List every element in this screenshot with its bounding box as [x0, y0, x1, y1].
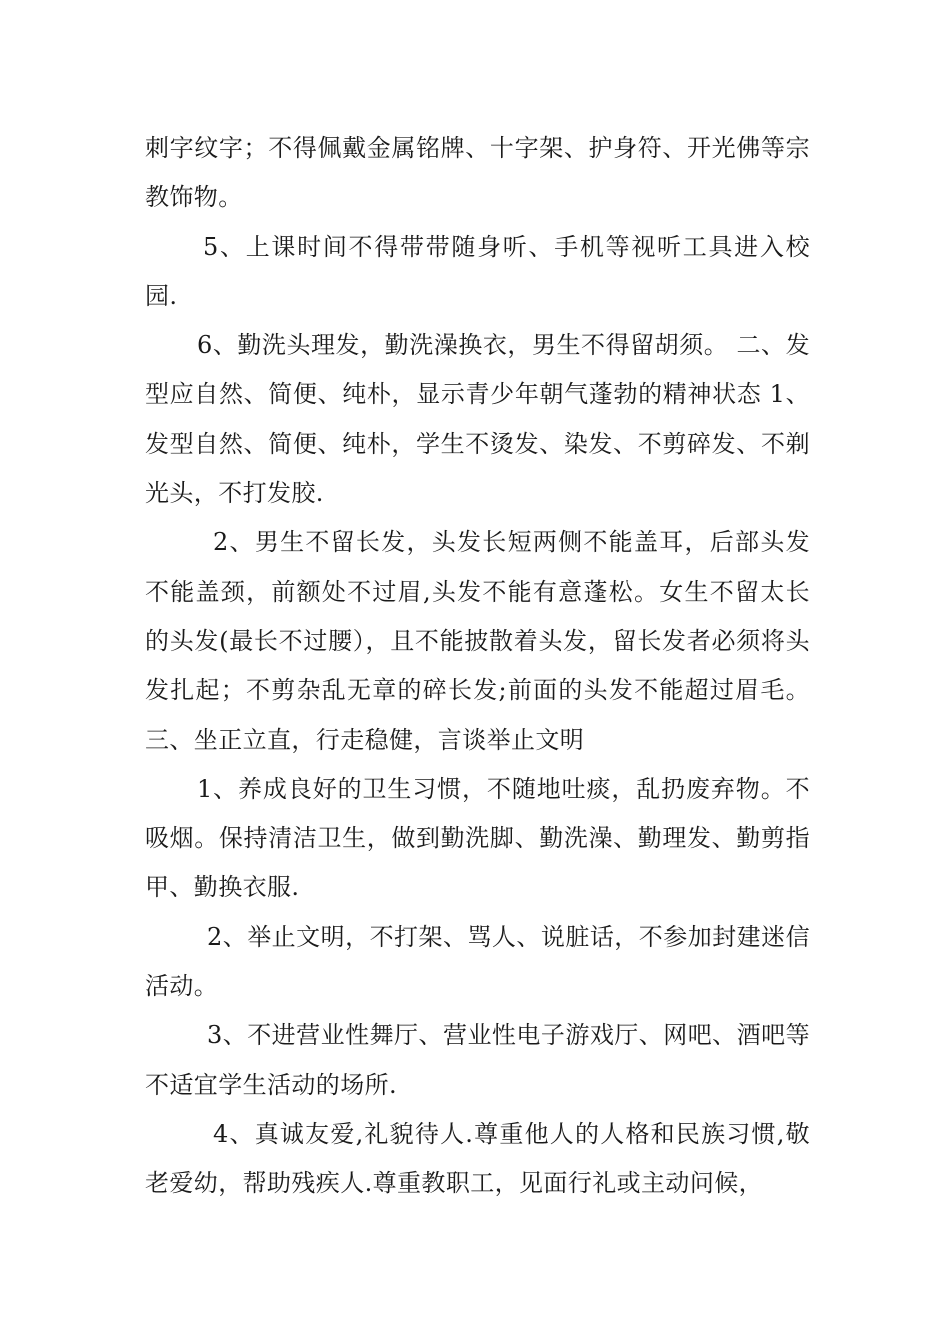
paragraph-hygiene-habits: 1、养成良好的卫生习惯，不随地吐痰，乱扔废弃物。不吸烟。保持清洁卫生，做到勤洗脚、勤洗澡、勤理发、勤剪指甲、勤换衣服.	[145, 774, 810, 902]
paragraph-rule-5-devices: 5、上课时间不得带带随身听、手机等视听工具进入校园.	[145, 232, 810, 310]
paragraph-respect-others: 4、真诚友爱,礼貌待人.尊重他人的人格和民族习惯,敬老爱幼，帮助残疾人.尊重教职工，见面行礼或主动问候，	[145, 1119, 810, 1198]
paragraph-religious-items: 刺字纹字；不得佩戴金属铭牌、十字架、护身符、开光佛等宗教饰物。	[145, 134, 810, 212]
paragraph-hair-length-rules: 2、男生不留长发，头发长短两侧不能盖耳，后部头发不能盖颈，前额处不过眉,头发不能有意蓬松。女生不留太长的头发(最长不过腰），且不能披散着头发，留长发者必须将头发扎起；不剪杂乱无章的碎长发;前面的头发不能超过眉毛。 三、坐正立直，行走稳健，言谈举止文明	[145, 528, 810, 754]
paragraph-civil-behavior: 2、举止文明，不打架、骂人、说脏话，不参加封建迷信活动。	[145, 922, 810, 1001]
paragraph-rule-6-hygiene-hairstyle: 6、勤洗头理发，勤洗澡换衣，男生不得留胡须。 二、发型应自然、简便、纯朴，显示青少年朝气蓬勃的精神状态 1、发型自然、简便、纯朴，学生不烫发、染发、不剪碎发、不剃光头，不打发胶.	[145, 331, 810, 508]
document-body	[145, 124, 810, 1209]
paragraph-restricted-venues: 3、不进营业性舞厅、营业性电子游戏厅、网吧、酒吧等不适宜学生活动的场所.	[145, 1021, 810, 1099]
